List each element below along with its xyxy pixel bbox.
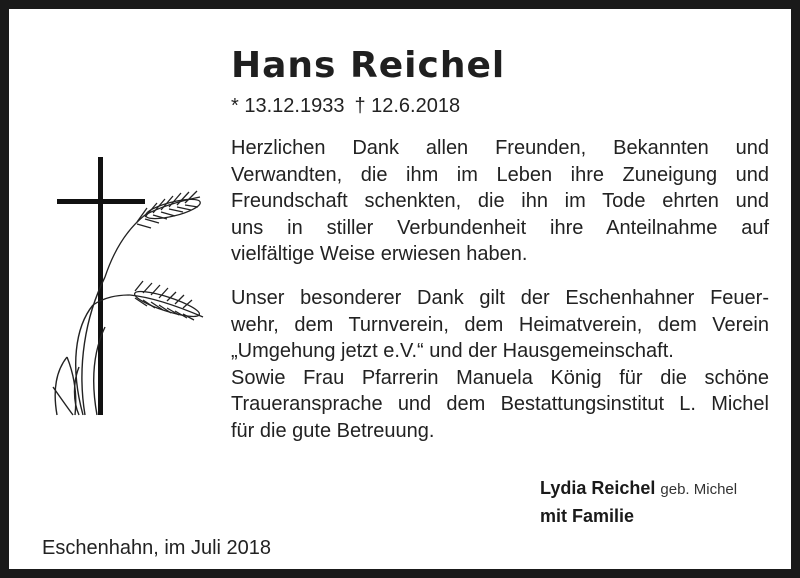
special-thanks-line: für die gute Betreuung. [231,419,435,442]
special-thanks-line: Sowie Frau Pfarrerin Manuela König für die schöne [231,366,769,389]
signature-family: mit Familie [540,506,635,526]
thanks-paragraph [231,135,769,268]
special-thanks-line: „Umgehung jetzt e.V.“ und der Hausgemeinschaft. [231,340,674,362]
life-dates [231,95,460,118]
special-thanks-line: Traueransprache und dem Bestattungsinstitut L. Michel [231,393,769,415]
special-thanks-line: wehr, dem Turnverein, dem Heimatverein, dem Verein [231,313,769,336]
thanks-line: Freundschaft schenkten, die ihn im Tode ehrten und [231,190,769,212]
cross-with-wheat-icon [45,157,210,427]
signature-maiden-name: geb. Michel [660,481,738,498]
special-thanks-paragraph [231,285,769,444]
deceased-name: Hans Reichel [231,45,506,86]
place-and-date: Eschenhahn, im Juli 2018 [42,537,272,559]
death-date: † 12.6.2018 [354,95,461,117]
birth-date: * 13.12.1933 [231,95,345,117]
thanks-line: vielfältige Weise erwiesen haben. [231,243,528,265]
special-thanks-line: Unser besonderer Dank gilt der Eschenhahner Feuer- [231,287,769,309]
thanks-line: uns in stiller Verbundenheit ihre Anteilnahme auf [231,216,769,239]
thanks-line: Verwandten, die ihm im Leben ihre Zuneigung und [231,163,769,186]
signature-name: Lydia Reichel [540,478,656,498]
thanks-line: Herzlichen Dank allen Freunden, Bekannten und [231,137,769,159]
signature-block [540,475,737,530]
